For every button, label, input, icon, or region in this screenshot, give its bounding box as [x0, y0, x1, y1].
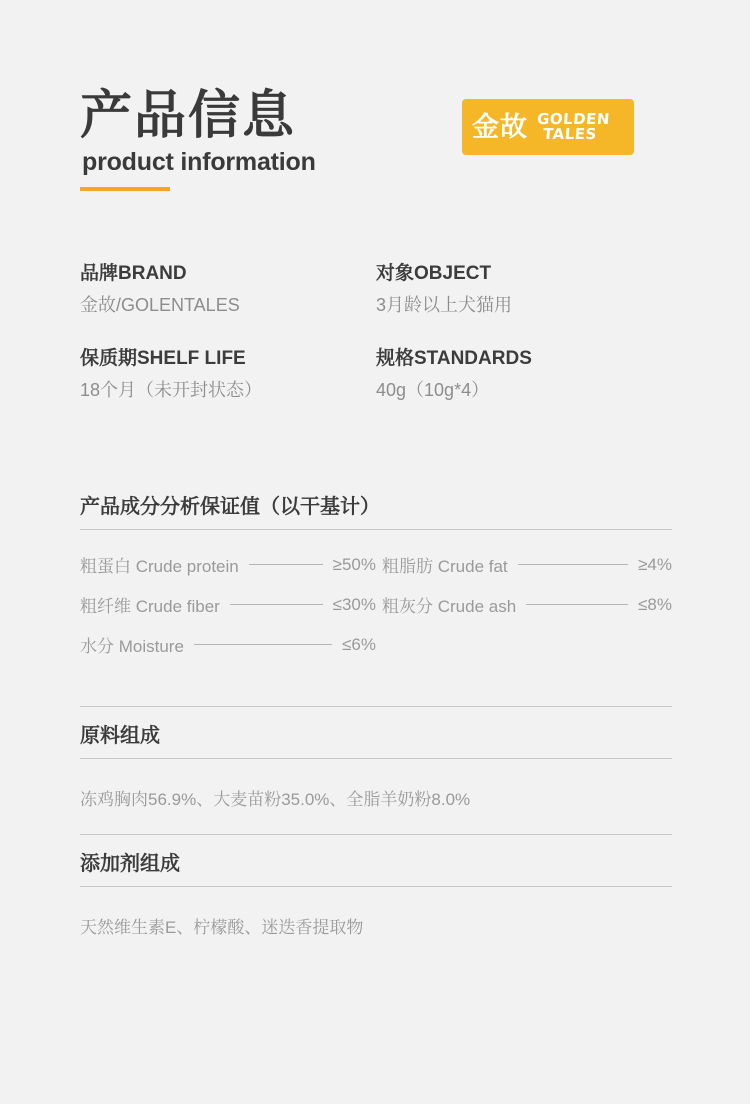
analysis-item-value: ≤30%: [332, 594, 376, 614]
brand-logo: [462, 99, 634, 155]
info-value-shelf-life: 18个月（未开封状态）: [80, 379, 263, 400]
section-analysis: [80, 490, 672, 672]
info-label-brand: 品牌BRAND: [80, 263, 187, 284]
title-underline: [80, 187, 170, 191]
analysis-item-value: ≥50%: [332, 554, 376, 574]
ingredients-text: 冻鸡胸肉56.9%、大麦苗粉35.0%、全脂羊奶粉8.0%: [80, 790, 471, 809]
brand-logo-en-line1: GOLDEN: [536, 109, 611, 128]
info-row: [80, 262, 672, 317]
page-title: [80, 88, 316, 191]
info-cell-brand: [80, 262, 376, 317]
analysis-item-value: ≥4%: [638, 554, 672, 574]
analysis-item-value: ≤6%: [342, 634, 376, 654]
analysis-column-right: [376, 552, 672, 672]
section-ingredients: [80, 706, 672, 813]
brand-logo-cn: 金故: [472, 111, 528, 142]
analysis-item-name: 粗脂肪 Crude fat: [382, 557, 508, 576]
analysis-item-leader: [230, 604, 323, 605]
section-heading-additives: 添加剂组成: [80, 834, 672, 887]
analysis-item-leader: [526, 604, 628, 605]
analysis-item: [80, 632, 376, 657]
analysis-item-value: ≤8%: [638, 594, 672, 614]
analysis-item-leader: [194, 644, 332, 645]
info-label-standards: 规格STANDARDS: [376, 348, 532, 370]
info-value-object: 3月龄以上犬猫用: [376, 294, 513, 315]
section-heading-analysis: 产品成分分析保证值（以干基计）: [80, 490, 672, 530]
brand-logo-en: [536, 109, 611, 143]
analysis-item: [80, 592, 376, 617]
additives-text: 天然维生素E、柠檬酸、迷迭香提取物: [80, 918, 364, 937]
info-value-brand: 金故/GOLENTALES: [80, 294, 240, 315]
analysis-item: [80, 552, 376, 577]
info-cell-shelf-life: [80, 347, 376, 402]
info-row: [80, 347, 672, 402]
analysis-column-left: [80, 552, 376, 672]
info-value-standards: 40g（10g*4）: [376, 379, 490, 400]
info-cell-object: [376, 262, 672, 317]
analysis-item-name: 粗蛋白 Crude protein: [80, 557, 239, 576]
analysis-item-name: 粗纤维 Crude fiber: [80, 597, 220, 616]
info-label-shelf-life: 保质期SHELF LIFE: [80, 348, 246, 370]
analysis-item: [382, 552, 672, 577]
analysis-item-name: 水分 Moisture: [80, 637, 184, 656]
analysis-item: [382, 592, 672, 617]
product-info-grid: [80, 262, 672, 432]
analysis-item-leader: [518, 564, 628, 565]
brand-logo-en-line2: TALES: [542, 125, 598, 143]
analysis-item-leader: [249, 564, 323, 565]
analysis-table: [80, 552, 672, 672]
section-heading-ingredients: 原料组成: [80, 706, 672, 759]
section-additives: [80, 834, 672, 941]
analysis-item-name: 粗灰分 Crude ash: [382, 597, 517, 616]
page-title-en: product information: [82, 148, 316, 177]
info-label-object: 对象OBJECT: [376, 263, 492, 284]
info-cell-standards: [376, 347, 672, 402]
page-title-cn: 产品信息: [80, 87, 297, 145]
